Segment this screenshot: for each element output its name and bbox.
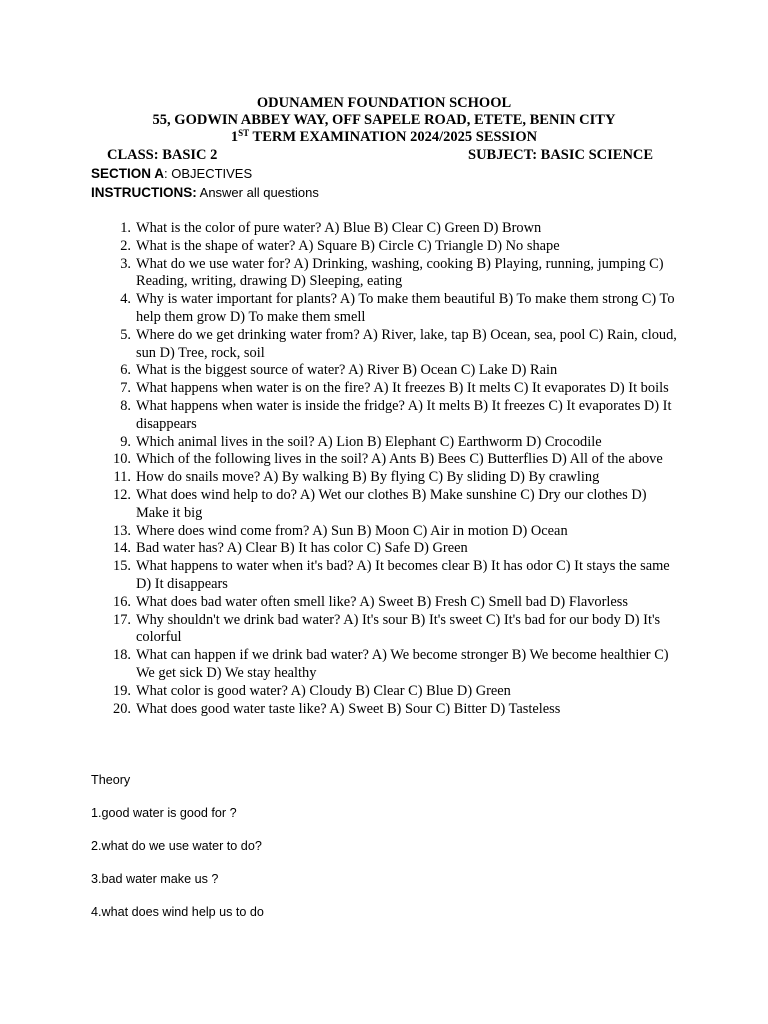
question-item: [113, 558, 681, 594]
question-number: 11.: [113, 469, 131, 486]
question-number: 6.: [120, 362, 131, 379]
question-item: [120, 220, 681, 238]
question-number: 17.: [113, 611, 131, 628]
question-number: 13.: [113, 522, 131, 539]
question-item: [120, 380, 681, 398]
section-label: SECTION A: [91, 166, 165, 181]
exam-title: [0, 128, 768, 146]
question-text: Why shouldn't we drink bad water? A) It's sour B) It's sweet C) It's bad for our body D) It's colorful: [136, 611, 661, 646]
instructions-value: Answer all questions: [196, 185, 319, 200]
question-item: [113, 540, 681, 558]
theory-heading: Theory: [91, 773, 131, 787]
question-number: 15.: [113, 558, 131, 575]
question-item: [113, 611, 681, 648]
question-text: What is the color of pure water? A) Blue B) Clear C) Green D) Brown: [136, 220, 542, 236]
question-text: How do snails move? A) By walking B) By flying C) By sliding D) By crawling: [136, 469, 600, 486]
question-number: 2.: [120, 237, 131, 254]
subject-label: SUBJECT: BASIC SCIENCE: [468, 147, 654, 163]
question-item: [120, 362, 681, 380]
school-address: 55, GODWIN ABBEY WAY, OFF SAPELE ROAD, ETETE, BENIN CITY: [152, 112, 616, 128]
question-item: [113, 647, 681, 683]
question-item: [113, 469, 681, 487]
instructions-line: [91, 184, 319, 201]
question-number: 4.: [120, 291, 131, 308]
question-text: Which of the following lives in the soil? A) Ants B) Bees C) Butterflies D) All of the above: [136, 451, 663, 468]
question-number: 14.: [113, 540, 131, 557]
question-text: Where does wind come from? A) Sun B) Moon C) Air in motion D) Ocean: [136, 522, 568, 539]
question-item: [113, 593, 681, 612]
question-text: What can happen if we drink bad water? A) We become stronger B) We become healthier C) We get sick D) We stay healthy: [136, 647, 669, 681]
question-number: 12.: [113, 486, 131, 503]
question-item: [113, 486, 681, 523]
exam-title-text: TERM EXAMINATION 2024/2025 SESSION: [249, 129, 538, 145]
question-item: [120, 397, 681, 434]
question-number: 16.: [113, 593, 131, 610]
question-text: Which animal lives in the soil? A) Lion B) Elephant C) Earthworm D) Crocodile: [136, 433, 602, 450]
question-number: 8.: [120, 397, 131, 414]
question-text: What does bad water often smell like? A) Sweet B) Fresh C) Smell bad D) Flavorless: [136, 593, 628, 610]
instructions-label: INSTRUCTIONS:: [91, 185, 197, 200]
question-text: What is the shape of water? A) Square B) Circle C) Triangle D) No shape: [136, 237, 560, 254]
question-item: [113, 522, 681, 541]
theory-question: 1.good water is good for ?: [91, 806, 237, 820]
question-text: What does good water taste like? A) Sweet B) Sour C) Bitter D) Tasteless: [136, 700, 561, 717]
question-item: [113, 700, 681, 719]
question-item: [120, 255, 681, 292]
question-text: What do we use water for? A) Drinking, washing, cooking B) Playing, running, jumping C) Reading, writing, drawing D) Sleeping, eating: [136, 255, 664, 290]
question-text: Where do we get drinking water from? A) River, lake, tap B) Ocean, sea, pool C) Rain, cloud, sun D) Tree, rock, soil: [136, 326, 677, 361]
class-label: CLASS: BASIC 2: [107, 147, 218, 163]
theory-question: 2.what do we use water to do?: [91, 839, 262, 853]
question-text: What color is good water? A) Cloudy B) Clear C) Blue D) Green: [136, 682, 511, 699]
term-suffix: ST: [238, 128, 250, 138]
theory-question: 3.bad water make us ?: [91, 872, 219, 886]
school-name: ODUNAMEN FOUNDATION SCHOOL: [256, 95, 512, 111]
question-text: What happens when water is inside the fridge? A) It melts B) It freezes C) It evaporates D) It disappears: [136, 397, 672, 432]
question-number: 3.: [120, 255, 131, 272]
question-number: 10.: [113, 451, 131, 468]
section-heading: [91, 165, 252, 182]
question-item: [120, 291, 681, 327]
question-text: Bad water has? A) Clear B) It has color C) Safe D) Green: [136, 540, 468, 557]
question-text: What happens when water is on the fire? A) It freezes B) It melts C) It evaporates D) It boils: [136, 380, 669, 397]
question-number: 18.: [113, 647, 131, 664]
question-item: [120, 433, 681, 452]
question-number: 9.: [120, 433, 131, 450]
objective-questions: [113, 220, 681, 718]
question-number: 1.: [120, 220, 131, 236]
question-item: [120, 326, 681, 363]
question-number: 7.: [120, 380, 131, 397]
class-subject-row: [107, 146, 661, 164]
question-item: [113, 451, 681, 469]
question-text: What happens to water when it's bad? A) It becomes clear B) It has odor C) It stays the same D) It disappears: [136, 558, 670, 592]
question-number: 19.: [113, 682, 131, 699]
question-text: What does wind help to do? A) Wet our clothes B) Make sunshine C) Dry our clothes D) Make it big: [136, 486, 647, 521]
question-number: 5.: [120, 326, 131, 343]
question-text: Why is water important for plants? A) To make them beautiful B) To make them strong C) To help them grow D) To make them smell: [136, 291, 675, 325]
term-number: 1: [230, 129, 239, 145]
question-item: [113, 682, 681, 701]
theory-question: 4.what does wind help us to do: [91, 905, 264, 919]
section-value: : OBJECTIVES: [164, 166, 253, 181]
question-text: What is the biggest source of water? A) River B) Ocean C) Lake D) Rain: [136, 362, 558, 379]
question-item: [120, 237, 681, 256]
question-number: 20.: [113, 700, 131, 717]
